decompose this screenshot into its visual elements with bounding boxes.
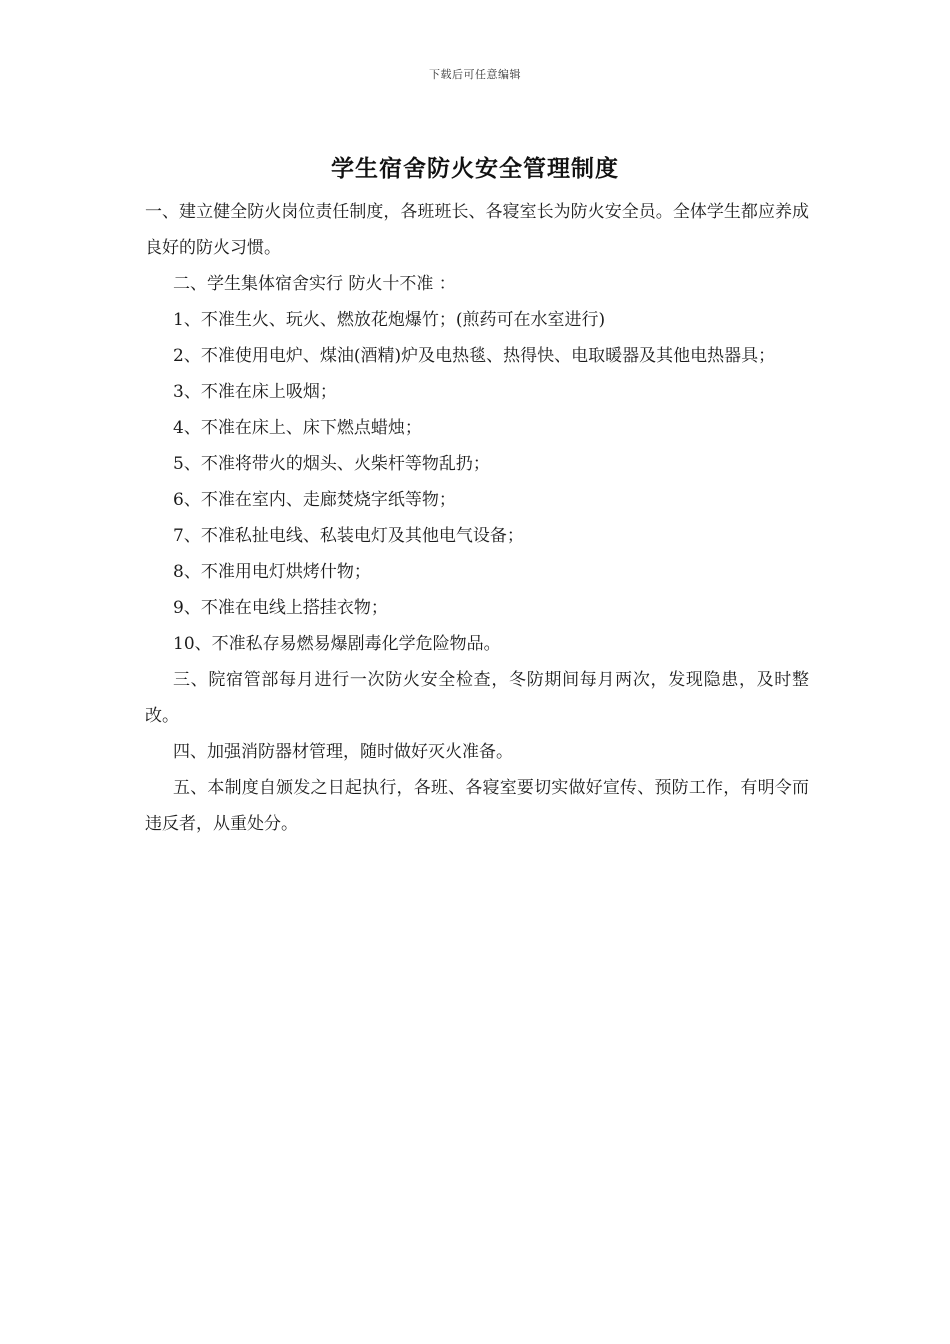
rule-item-3: 3、不准在床上吸烟；: [173, 382, 337, 402]
rule-item-1: 1、不准生火、玩火、燃放花炮爆竹；(煎药可在水室进行): [173, 310, 606, 330]
paragraph-3: 三、院宿管部每月进行一次防火安全检查，冬防期间每月两次，发现隐患，及时整改。: [145, 670, 809, 726]
header-note: 下载后可任意编辑: [429, 68, 521, 81]
rule-item-9: 9、不准在电线上搭挂衣物；: [173, 598, 388, 618]
rule-item-7: 7、不准私扯电线、私装电灯及其他电气设备；: [173, 526, 524, 546]
paragraph-2: 二、学生集体宿舍实行 防火十不准 ：: [173, 274, 456, 294]
paragraph-5: 五、本制度自颁发之日起执行，各班、各寝室要切实做好宣传、预防工作，有明令而违反者，从重处分。: [145, 778, 809, 834]
document-title: 学生宿舍防火安全管理制度: [331, 156, 619, 182]
rule-item-6: 6、不准在室内、走廊焚烧字纸等物；: [173, 490, 456, 510]
paragraph-4: 四、加强消防器材管理，随时做好灭火准备。: [173, 742, 513, 762]
document-body: [145, 194, 809, 842]
rule-item-5: 5、不准将带火的烟头、火柴杆等物乱扔；: [173, 454, 490, 474]
rule-item-2: 2、不准使用电炉、煤油(酒精)炉及电热毯、热得快、电取暖器及其他电热器具；: [173, 346, 776, 366]
rule-item-10: 10、不准私存易燃易爆剧毒化学危险物品。: [173, 634, 501, 654]
rule-item-8: 8、不准用电灯烘烤什物；: [173, 562, 371, 582]
paragraph-1: 一、建立健全防火岗位责任制度，各班班长、各寝室长为防火安全员。全体学生都应养成良好的防火习惯。: [145, 202, 809, 258]
rule-item-4: 4、不准在床上、床下燃点蜡烛；: [173, 418, 422, 438]
